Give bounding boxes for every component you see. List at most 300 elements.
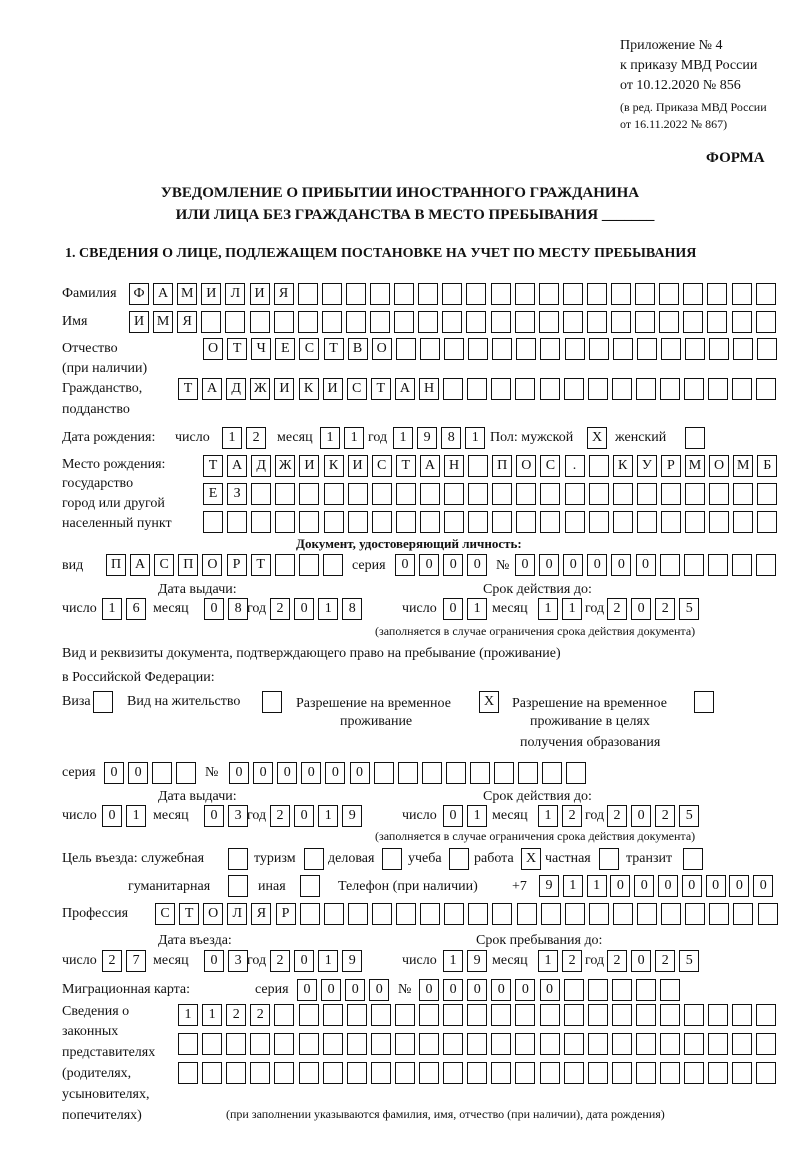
char-box[interactable]: 0 <box>419 554 439 576</box>
char-box[interactable]: 0 <box>369 979 389 1001</box>
char-box[interactable] <box>732 1033 752 1055</box>
char-box[interactable] <box>733 483 753 505</box>
char-box[interactable]: Ч <box>251 338 271 360</box>
char-box[interactable]: 2 <box>270 950 290 972</box>
char-box[interactable] <box>274 1062 294 1084</box>
char-box[interactable] <box>176 762 196 784</box>
char-box[interactable]: 0 <box>563 554 583 576</box>
char-box[interactable] <box>323 1062 343 1084</box>
char-box[interactable] <box>732 1004 752 1026</box>
char-box[interactable] <box>443 378 463 400</box>
char-box[interactable]: 8 <box>342 598 362 620</box>
char-box[interactable]: М <box>733 455 753 477</box>
char-box[interactable] <box>613 483 633 505</box>
char-box[interactable] <box>613 903 633 925</box>
char-box[interactable] <box>491 311 511 333</box>
char-box[interactable] <box>374 762 394 784</box>
char-box[interactable]: 0 <box>253 762 273 784</box>
char-box[interactable]: 2 <box>270 598 290 620</box>
char-box[interactable]: 0 <box>204 598 224 620</box>
char-box[interactable] <box>444 338 464 360</box>
char-box[interactable] <box>492 483 512 505</box>
char-box[interactable] <box>323 1033 343 1055</box>
char-box[interactable] <box>612 979 632 1001</box>
char-box[interactable] <box>348 483 368 505</box>
char-box[interactable] <box>304 848 324 870</box>
char-box[interactable] <box>371 1062 391 1084</box>
char-box[interactable]: Р <box>276 903 296 925</box>
char-box[interactable] <box>733 903 753 925</box>
char-box[interactable] <box>274 311 294 333</box>
char-box[interactable] <box>708 378 728 400</box>
char-box[interactable] <box>395 1004 415 1026</box>
char-box[interactable]: Ж <box>275 455 295 477</box>
char-box[interactable]: О <box>372 338 392 360</box>
char-box[interactable] <box>612 378 632 400</box>
char-box[interactable]: С <box>372 455 392 477</box>
char-box[interactable]: 1 <box>102 598 122 620</box>
char-box[interactable] <box>372 511 392 533</box>
char-box[interactable] <box>371 1004 391 1026</box>
char-box[interactable] <box>396 338 416 360</box>
char-box[interactable] <box>709 338 729 360</box>
char-box[interactable] <box>566 762 586 784</box>
char-box[interactable] <box>660 979 680 1001</box>
char-box[interactable]: С <box>154 554 174 576</box>
char-box[interactable] <box>636 1062 656 1084</box>
char-box[interactable] <box>299 1033 319 1055</box>
char-box[interactable] <box>542 762 562 784</box>
char-box[interactable] <box>599 848 619 870</box>
char-box[interactable] <box>372 903 392 925</box>
char-box[interactable] <box>637 903 657 925</box>
char-box[interactable] <box>565 483 585 505</box>
char-box[interactable] <box>323 554 343 576</box>
char-box[interactable] <box>324 511 344 533</box>
char-box[interactable]: 2 <box>655 950 675 972</box>
char-box[interactable]: 0 <box>491 979 511 1001</box>
char-box[interactable] <box>178 1062 198 1084</box>
char-box[interactable]: П <box>106 554 126 576</box>
char-box[interactable] <box>250 311 270 333</box>
char-box[interactable] <box>93 691 113 713</box>
char-box[interactable] <box>565 903 585 925</box>
char-box[interactable] <box>347 1062 367 1084</box>
char-box[interactable]: О <box>202 554 222 576</box>
char-box[interactable] <box>709 903 729 925</box>
char-box[interactable] <box>395 1062 415 1084</box>
char-box[interactable] <box>372 483 392 505</box>
char-box[interactable]: 9 <box>467 950 487 972</box>
char-box[interactable] <box>299 554 319 576</box>
char-box[interactable] <box>299 1062 319 1084</box>
char-box[interactable]: 5 <box>679 598 699 620</box>
char-box[interactable] <box>683 311 703 333</box>
char-box[interactable]: 1 <box>443 950 463 972</box>
char-box[interactable] <box>563 311 583 333</box>
char-box[interactable]: У <box>637 455 657 477</box>
char-box[interactable]: И <box>201 283 221 305</box>
char-box[interactable] <box>418 311 438 333</box>
char-box[interactable]: 0 <box>515 554 535 576</box>
char-box[interactable] <box>613 511 633 533</box>
char-box[interactable] <box>444 511 464 533</box>
char-box[interactable] <box>322 283 342 305</box>
char-box[interactable] <box>371 1033 391 1055</box>
char-box[interactable] <box>660 378 680 400</box>
char-box[interactable]: Д <box>226 378 246 400</box>
char-box[interactable] <box>757 338 777 360</box>
char-box[interactable] <box>587 283 607 305</box>
char-box[interactable] <box>420 511 440 533</box>
char-box[interactable] <box>347 1004 367 1026</box>
char-box[interactable] <box>491 283 511 305</box>
char-box[interactable] <box>684 1062 704 1084</box>
char-box[interactable]: 8 <box>228 598 248 620</box>
char-box[interactable] <box>422 762 442 784</box>
char-box[interactable] <box>446 762 466 784</box>
char-box[interactable] <box>685 483 705 505</box>
char-box[interactable]: И <box>129 311 149 333</box>
char-box[interactable]: М <box>177 283 197 305</box>
char-box[interactable] <box>491 1062 511 1084</box>
char-box[interactable] <box>685 511 705 533</box>
char-box[interactable]: 0 <box>587 554 607 576</box>
char-box[interactable]: И <box>250 283 270 305</box>
char-box[interactable] <box>515 378 535 400</box>
char-box[interactable] <box>420 903 440 925</box>
char-box[interactable] <box>203 511 223 533</box>
char-box[interactable]: О <box>516 455 536 477</box>
char-box[interactable]: 2 <box>655 805 675 827</box>
char-box[interactable]: 0 <box>229 762 249 784</box>
char-box[interactable] <box>707 311 727 333</box>
char-box[interactable] <box>517 903 537 925</box>
char-box[interactable] <box>708 554 728 576</box>
char-box[interactable] <box>613 338 633 360</box>
char-box[interactable] <box>322 311 342 333</box>
char-box[interactable]: 2 <box>607 805 627 827</box>
char-box[interactable] <box>300 875 320 897</box>
char-box[interactable] <box>250 1062 270 1084</box>
char-box[interactable] <box>442 311 462 333</box>
char-box[interactable] <box>443 1004 463 1026</box>
char-box[interactable] <box>589 511 609 533</box>
char-box[interactable]: 9 <box>342 950 362 972</box>
char-box[interactable] <box>588 1033 608 1055</box>
char-box[interactable] <box>298 311 318 333</box>
char-box[interactable]: 0 <box>321 979 341 1001</box>
char-box[interactable] <box>449 848 469 870</box>
char-box[interactable]: 0 <box>753 875 773 897</box>
char-box[interactable]: Ж <box>250 378 270 400</box>
char-box[interactable] <box>467 1004 487 1026</box>
char-box[interactable] <box>370 283 390 305</box>
char-box[interactable] <box>660 1033 680 1055</box>
char-box[interactable] <box>587 311 607 333</box>
char-box[interactable] <box>419 1004 439 1026</box>
char-box[interactable]: 1 <box>538 950 558 972</box>
char-box[interactable] <box>491 1033 511 1055</box>
char-box[interactable]: Т <box>396 455 416 477</box>
char-box[interactable] <box>612 1004 632 1026</box>
char-box[interactable]: 1 <box>538 598 558 620</box>
char-box[interactable] <box>660 1004 680 1026</box>
char-box[interactable] <box>685 903 705 925</box>
char-box[interactable]: 0 <box>395 554 415 576</box>
char-box[interactable]: 0 <box>277 762 297 784</box>
char-box[interactable] <box>708 1062 728 1084</box>
char-box[interactable]: Т <box>251 554 271 576</box>
char-box[interactable]: 0 <box>128 762 148 784</box>
char-box[interactable]: З <box>227 483 247 505</box>
char-box[interactable] <box>540 1062 560 1084</box>
char-box[interactable] <box>709 483 729 505</box>
char-box[interactable]: Т <box>227 338 247 360</box>
char-box[interactable] <box>539 283 559 305</box>
char-box[interactable] <box>152 762 172 784</box>
char-box[interactable] <box>300 903 320 925</box>
char-box[interactable]: X <box>587 427 607 449</box>
char-box[interactable]: К <box>324 455 344 477</box>
char-box[interactable]: Т <box>203 455 223 477</box>
char-box[interactable] <box>470 762 490 784</box>
char-box[interactable] <box>756 1062 776 1084</box>
char-box[interactable]: 2 <box>655 598 675 620</box>
char-box[interactable] <box>540 483 560 505</box>
char-box[interactable] <box>492 511 512 533</box>
char-box[interactable]: 0 <box>443 805 463 827</box>
char-box[interactable] <box>589 455 609 477</box>
char-box[interactable] <box>733 338 753 360</box>
char-box[interactable] <box>635 283 655 305</box>
char-box[interactable] <box>275 483 295 505</box>
char-box[interactable]: О <box>203 903 223 925</box>
char-box[interactable] <box>588 378 608 400</box>
char-box[interactable]: М <box>685 455 705 477</box>
char-box[interactable]: 0 <box>729 875 749 897</box>
char-box[interactable]: 1 <box>563 875 583 897</box>
char-box[interactable]: 1 <box>467 598 487 620</box>
char-box[interactable] <box>636 1033 656 1055</box>
char-box[interactable] <box>516 483 536 505</box>
char-box[interactable] <box>202 1033 222 1055</box>
char-box[interactable] <box>442 283 462 305</box>
char-box[interactable] <box>228 848 248 870</box>
char-box[interactable] <box>540 378 560 400</box>
char-box[interactable]: Ф <box>129 283 149 305</box>
char-box[interactable] <box>612 1033 632 1055</box>
char-box[interactable]: 0 <box>204 805 224 827</box>
char-box[interactable] <box>492 903 512 925</box>
char-box[interactable] <box>396 483 416 505</box>
char-box[interactable] <box>395 1033 415 1055</box>
char-box[interactable]: 1 <box>318 950 338 972</box>
char-box[interactable] <box>707 283 727 305</box>
char-box[interactable]: 0 <box>515 979 535 1001</box>
char-box[interactable] <box>420 338 440 360</box>
char-box[interactable] <box>541 903 561 925</box>
char-box[interactable] <box>732 311 752 333</box>
char-box[interactable] <box>468 338 488 360</box>
char-box[interactable] <box>348 903 368 925</box>
char-box[interactable]: И <box>299 455 319 477</box>
char-box[interactable]: А <box>395 378 415 400</box>
char-box[interactable]: 1 <box>465 427 485 449</box>
char-box[interactable] <box>758 903 778 925</box>
char-box[interactable]: Я <box>274 283 294 305</box>
char-box[interactable] <box>467 1062 487 1084</box>
char-box[interactable]: 9 <box>539 875 559 897</box>
char-box[interactable] <box>684 1033 704 1055</box>
char-box[interactable] <box>226 1062 246 1084</box>
char-box[interactable] <box>694 691 714 713</box>
char-box[interactable] <box>299 511 319 533</box>
char-box[interactable]: 1 <box>344 427 364 449</box>
char-box[interactable]: П <box>178 554 198 576</box>
char-box[interactable]: 0 <box>706 875 726 897</box>
char-box[interactable] <box>251 483 271 505</box>
char-box[interactable]: 1 <box>202 1004 222 1026</box>
char-box[interactable] <box>494 762 514 784</box>
char-box[interactable]: 2 <box>607 598 627 620</box>
char-box[interactable]: Т <box>324 338 344 360</box>
char-box[interactable]: 1 <box>318 805 338 827</box>
char-box[interactable] <box>636 1004 656 1026</box>
char-box[interactable] <box>660 554 680 576</box>
char-box[interactable] <box>443 1062 463 1084</box>
char-box[interactable]: 0 <box>294 950 314 972</box>
char-box[interactable]: 2 <box>562 950 582 972</box>
char-box[interactable]: И <box>274 378 294 400</box>
char-box[interactable]: Е <box>275 338 295 360</box>
char-box[interactable] <box>540 1004 560 1026</box>
char-box[interactable] <box>394 311 414 333</box>
char-box[interactable] <box>589 483 609 505</box>
char-box[interactable] <box>732 378 752 400</box>
char-box[interactable] <box>227 511 247 533</box>
char-box[interactable] <box>347 1033 367 1055</box>
char-box[interactable]: Я <box>177 311 197 333</box>
char-box[interactable]: О <box>709 455 729 477</box>
char-box[interactable]: С <box>540 455 560 477</box>
char-box[interactable]: 0 <box>658 875 678 897</box>
char-box[interactable]: Т <box>179 903 199 925</box>
char-box[interactable]: 0 <box>636 554 656 576</box>
char-box[interactable] <box>588 1062 608 1084</box>
char-box[interactable]: 0 <box>634 875 654 897</box>
char-box[interactable] <box>202 1062 222 1084</box>
char-box[interactable]: А <box>227 455 247 477</box>
char-box[interactable]: 1 <box>178 1004 198 1026</box>
char-box[interactable] <box>661 511 681 533</box>
char-box[interactable]: 0 <box>294 598 314 620</box>
char-box[interactable] <box>756 283 776 305</box>
char-box[interactable] <box>396 903 416 925</box>
char-box[interactable]: 0 <box>631 950 651 972</box>
char-box[interactable]: 1 <box>538 805 558 827</box>
char-box[interactable] <box>757 511 777 533</box>
char-box[interactable]: 1 <box>393 427 413 449</box>
char-box[interactable]: Н <box>444 455 464 477</box>
char-box[interactable]: 2 <box>102 950 122 972</box>
char-box[interactable]: 1 <box>562 598 582 620</box>
char-box[interactable]: 1 <box>318 598 338 620</box>
char-box[interactable] <box>756 1004 776 1026</box>
char-box[interactable]: 0 <box>345 979 365 1001</box>
char-box[interactable] <box>588 1004 608 1026</box>
char-box[interactable] <box>756 378 776 400</box>
char-box[interactable]: 8 <box>441 427 461 449</box>
char-box[interactable] <box>564 1033 584 1055</box>
char-box[interactable]: 0 <box>350 762 370 784</box>
char-box[interactable] <box>659 311 679 333</box>
char-box[interactable] <box>660 1062 680 1084</box>
char-box[interactable] <box>540 511 560 533</box>
char-box[interactable] <box>250 1033 270 1055</box>
char-box[interactable] <box>515 311 535 333</box>
char-box[interactable] <box>346 283 366 305</box>
char-box[interactable] <box>468 511 488 533</box>
char-box[interactable]: 6 <box>126 598 146 620</box>
char-box[interactable] <box>564 378 584 400</box>
char-box[interactable] <box>659 283 679 305</box>
char-box[interactable] <box>225 311 245 333</box>
char-box[interactable]: 0 <box>540 979 560 1001</box>
char-box[interactable] <box>420 483 440 505</box>
char-box[interactable]: Р <box>661 455 681 477</box>
char-box[interactable] <box>251 511 271 533</box>
char-box[interactable] <box>467 1033 487 1055</box>
char-box[interactable] <box>563 283 583 305</box>
char-box[interactable] <box>732 554 752 576</box>
char-box[interactable] <box>275 554 295 576</box>
char-box[interactable]: 0 <box>467 554 487 576</box>
char-box[interactable] <box>661 903 681 925</box>
char-box[interactable] <box>299 1004 319 1026</box>
char-box[interactable]: Л <box>227 903 247 925</box>
char-box[interactable]: К <box>299 378 319 400</box>
char-box[interactable] <box>564 1062 584 1084</box>
char-box[interactable]: Д <box>251 455 271 477</box>
char-box[interactable] <box>589 338 609 360</box>
char-box[interactable]: 1 <box>320 427 340 449</box>
char-box[interactable] <box>346 311 366 333</box>
char-box[interactable] <box>348 511 368 533</box>
char-box[interactable]: 2 <box>246 427 266 449</box>
char-box[interactable]: Е <box>203 483 223 505</box>
char-box[interactable] <box>637 483 657 505</box>
char-box[interactable]: . <box>565 455 585 477</box>
char-box[interactable]: 2 <box>562 805 582 827</box>
char-box[interactable] <box>274 1004 294 1026</box>
char-box[interactable] <box>201 311 221 333</box>
char-box[interactable]: М <box>153 311 173 333</box>
char-box[interactable]: 3 <box>228 950 248 972</box>
char-box[interactable] <box>491 1004 511 1026</box>
char-box[interactable] <box>467 378 487 400</box>
char-box[interactable] <box>516 511 536 533</box>
char-box[interactable]: 9 <box>342 805 362 827</box>
char-box[interactable] <box>443 1033 463 1055</box>
char-box[interactable]: С <box>347 378 367 400</box>
char-box[interactable] <box>418 283 438 305</box>
char-box[interactable]: И <box>348 455 368 477</box>
char-box[interactable] <box>661 338 681 360</box>
char-box[interactable]: А <box>202 378 222 400</box>
char-box[interactable] <box>708 1004 728 1026</box>
char-box[interactable]: С <box>155 903 175 925</box>
